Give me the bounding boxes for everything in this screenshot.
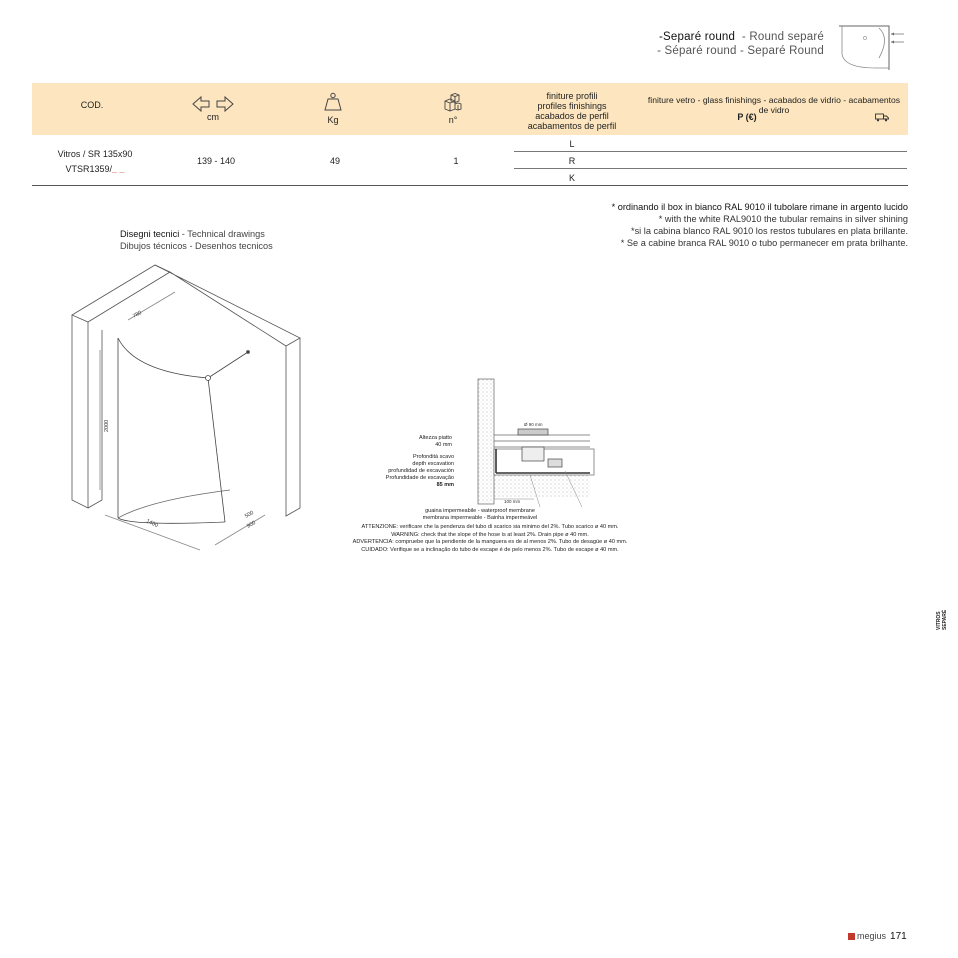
drain-label: Ø 90 mm [524, 422, 543, 427]
code-prefix: VTSR1359/ [65, 164, 112, 174]
page-number: 171 [890, 931, 907, 942]
row-cm: 139 - 140 [196, 156, 236, 166]
isometric-drawing [60, 260, 320, 560]
altezza-l1: Altezza piatto [418, 435, 452, 441]
finish-r: R [568, 156, 576, 166]
warning-pt: CUIDADO: Verifique se a inclinação do tubo de escape é de pelo menos 2%. Tubo de escape ø 40 mm. [361, 546, 619, 553]
note-line2: * with the white RAL9010 the tubular remains in silver shining [658, 214, 908, 224]
header-kg: Kg [327, 115, 339, 125]
header-cod: COD. [80, 100, 104, 110]
depth-l1: Profondità scavo [413, 454, 454, 460]
dim-base-left: 1400 [145, 518, 159, 529]
altezza-l2: 40 mm [435, 442, 452, 448]
depth-l4: Profundidade de escavação [385, 475, 454, 481]
finish-divider [514, 151, 907, 152]
dim-base-right-b: 900 [246, 519, 257, 530]
row-kg: 49 [329, 156, 340, 166]
warning-it: ATTENZIONE: verificare che la pendenza del tubo di scarico sia minimo del 2%. Tubo scarico ø 40 mm. [361, 524, 619, 530]
row-product-name: Vitros / SR 135x90 [57, 149, 133, 159]
warning-es: ADVERTENCIA: compruebe que la pendiente de la manguera es de al menos 2%. Tubo de desagüe ø 40 mm. [352, 539, 628, 545]
finish-k: K [568, 173, 575, 183]
row-product-code [45, 164, 145, 174]
page-footer [848, 931, 907, 942]
code-suffix: _ _ [112, 164, 125, 174]
title-rest: - Round separé [735, 31, 824, 43]
depth-label [346, 454, 454, 489]
header-price: P (€) [737, 112, 757, 122]
profiles-l2: profiles finishings [537, 101, 607, 111]
dist-label: 100 mm [504, 499, 521, 504]
section-drawing [470, 375, 600, 515]
title-strong: -Separé round [659, 31, 736, 43]
dim-top: 780 [132, 309, 143, 320]
truck-icon [875, 113, 889, 122]
finish-l: L [569, 139, 575, 149]
brand-name: megius [857, 931, 887, 941]
membrane-l1: guaina impermeabile - waterproof membrane [425, 508, 535, 514]
drawings-title-rest: - Technical drawings [179, 229, 265, 239]
warning-en: WARNING: check that the slope of the hose is at least 2%. Drain pipe ø 40 mm. [391, 531, 589, 538]
weight-icon [323, 92, 343, 112]
profiles-l3: acabados de perfil [535, 111, 609, 121]
note-line4: * Se a cabine branca RAL 9010 o tubo permanecer em prata brilhante. [620, 238, 908, 248]
header-cm: cm [207, 112, 219, 122]
membrane-label [410, 508, 550, 522]
dimensions-arrows-icon [192, 95, 234, 113]
finish-divider [514, 168, 907, 169]
drain-warnings [330, 524, 650, 554]
side-section-tag [936, 600, 952, 630]
drawings-title-line2: Dibujos técnicos - Desenhos tecnicos [120, 241, 273, 251]
separe-round-plan-icon [836, 24, 908, 72]
membrane-l2: membrana impermeable - Bainha impermeável [422, 515, 538, 521]
brand-logo-icon [848, 933, 855, 940]
depth-l5: 85 mm [436, 482, 454, 488]
drawings-title [120, 228, 273, 252]
title-line2: - Séparé round - Separé Round [657, 44, 824, 57]
dim-height: 2000 [104, 419, 110, 432]
page-title [657, 31, 824, 58]
header-glass: finiture vetro - glass finishings - acabados de vidrio - acabamentos de vidro [647, 95, 901, 115]
boxes-icon [443, 92, 463, 112]
profiles-l1: finiture profili [546, 91, 598, 101]
note-line1: * ordinando il box in bianco RAL 9010 il tubolare rimane in argento lucido [611, 202, 908, 212]
profiles-l4: acabamentos de perfil [527, 121, 617, 131]
drawings-title-strong: Disegni tecnici [120, 229, 180, 239]
header-profiles [522, 91, 622, 131]
header-n: n° [448, 115, 458, 125]
side-tag-l2: SEPARÉ [942, 609, 948, 630]
depth-l2: depth excavation [412, 461, 454, 467]
altezza-label [396, 435, 452, 449]
side-tag-l1: VITROS [936, 611, 942, 630]
note-line3: *si la cabina blanco RAL 9010 los restos tubulares en plata brillante. [631, 226, 908, 236]
finish-notes [612, 201, 908, 249]
depth-l3: profundidad de excavación [388, 468, 454, 474]
dim-base-right-a: 500 [244, 509, 255, 520]
table-bottom-rule [32, 185, 908, 186]
row-n: 1 [453, 156, 459, 166]
